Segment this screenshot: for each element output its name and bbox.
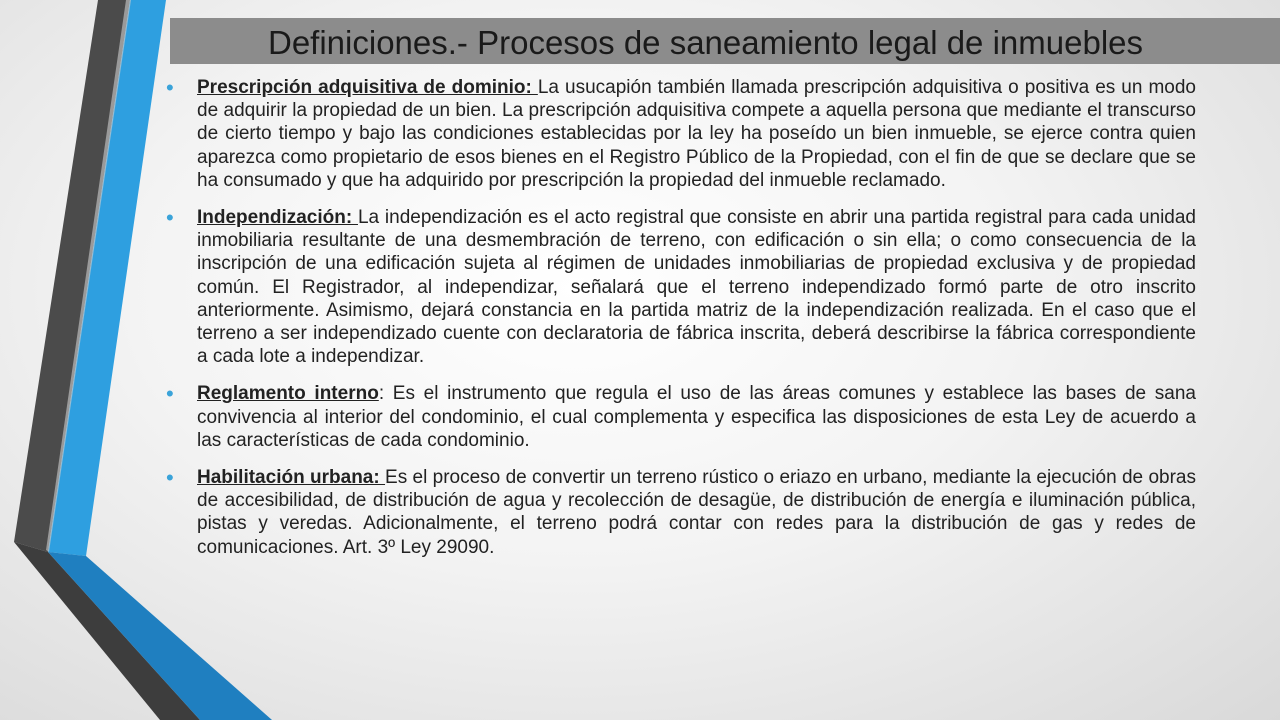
- definitions-list: [166, 76, 1196, 573]
- term-separator: :: [378, 383, 393, 405]
- definition-item-habilitacion: [166, 466, 1196, 559]
- definition-item-reglamento: [166, 382, 1196, 452]
- definition-term: Independización:: [197, 207, 358, 229]
- slide-title: Definiciones.- Procesos de saneamiento legal de inmuebles: [268, 24, 1143, 61]
- definition-term: Reglamento interno: [197, 383, 379, 405]
- definition-item-prescripcion: [166, 76, 1196, 192]
- definition-text: Es el proceso de convertir un terreno rústico o eriazo en urbano, mediante la ejecución de obras de accesibilidad, de distribución de agua y recolección de desagüe, de distribución de energía e iluminación pública, pistas y veredas. Adicionalmente, el terreno podrá contar con redes para la distribución de gas y redes de comunicaciones. Art. 3º Ley 29090.: [197, 467, 1196, 558]
- definition-text: Es el instrumento que regula el uso de las áreas comunes y establece las bases de sana convivencia al interior del condominio, el cual complementa y especifica las disposiciones de esta Ley de acuerdo a las características de cada condominio.: [197, 383, 1197, 451]
- definition-term: Habilitación urbana:: [197, 467, 386, 489]
- definition-text: La usucapión también llamada prescripción adquisitiva o positiva es un modo de adquirir la propiedad de un bien. La prescripción adquisitiva compete a aquella persona que mediante el transcurso de cierto tiempo y bajo las condiciones establecidas por la ley ha poseído un bien inmueble, se ejerce contra quien aparezca como propietario de esos bienes en el Registro Público de la Propiedad, con el fin de que se declare que se ha consumado y que ha adquirido por prescripción la propiedad del inmueble reclamado.: [197, 77, 1196, 191]
- definition-item-independizacion: [166, 206, 1196, 368]
- definition-term: Prescripción adquisitiva de dominio:: [197, 77, 538, 98]
- bullet-icon: •: [166, 381, 174, 407]
- bullet-icon: •: [166, 465, 174, 491]
- bullet-icon: •: [166, 75, 174, 100]
- definition-text: La independización es el acto registral que consiste en abrir una partida registral para cada unidad inmobiliaria resultante de una desmembración de terreno, con edificación o sin ella; o como consecuencia de la inscripción de una edificación sujeta al régimen de unidades inmobiliarias de propiedad exclusiva y de propiedad común. El Registrador, al independizar, señalará que el terreno independizado formó parte de otro inscrito anteriormente. Asimismo, dejará constancia en la partida matriz de la independización realizada. En el caso que el terreno a ser independizado cuente con declaratoria de fábrica inscrita, deberá describirse la fábrica correspondiente a cada lote a independizar.: [197, 207, 1196, 368]
- bullet-icon: •: [166, 205, 174, 231]
